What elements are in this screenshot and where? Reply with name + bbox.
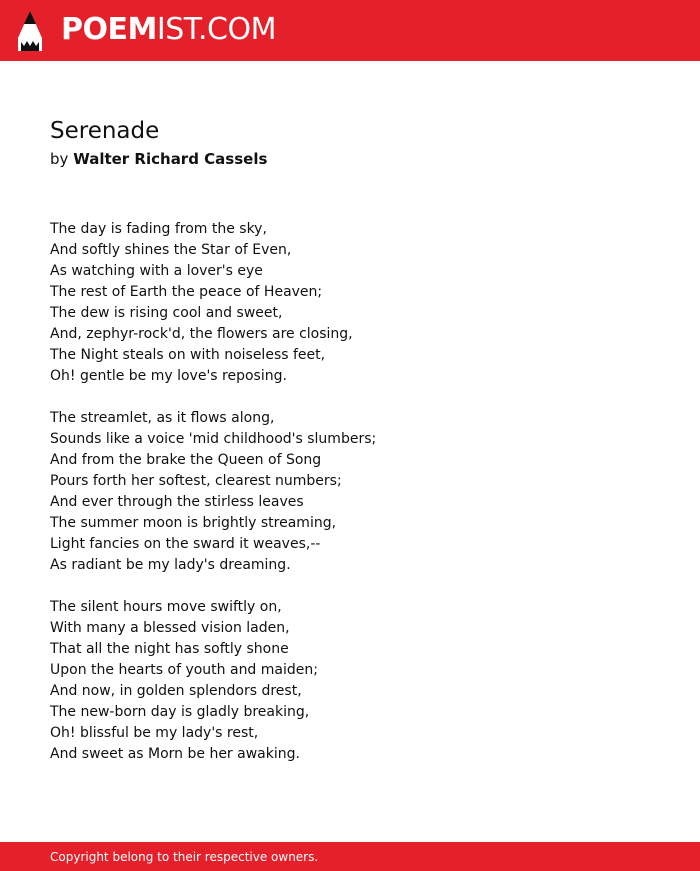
poem-body	[50, 219, 376, 786]
poem-line: Oh! gentle be my love's reposing.	[50, 368, 287, 384]
poem-line: Oh! blissful be my lady's rest,	[50, 725, 259, 741]
stanza-2	[50, 408, 376, 576]
poem-line: Light fancies on the sward it weaves,--	[50, 536, 321, 552]
stanza-3	[50, 597, 376, 765]
poem-line: The day is fading from the sky,	[50, 221, 267, 237]
poem-line: Pours forth her softest, clearest numbers;	[50, 473, 342, 489]
poem-line: And from the brake the Queen of Song	[50, 452, 322, 468]
poem-line: The rest of Earth the peace of Heaven;	[50, 284, 323, 300]
poem-line: And, zephyr-rock'd, the flowers are closing,	[50, 326, 353, 342]
poem-line: The dew is rising cool and sweet,	[50, 305, 283, 321]
author-name: Walter Richard Cassels	[73, 150, 268, 168]
logo-light-text: IST.COM	[156, 12, 276, 47]
pencil-icon	[17, 10, 43, 52]
poem-line: The silent hours move swiftly on,	[50, 599, 282, 615]
site-logo[interactable]	[61, 12, 276, 48]
poem-line: As watching with a lover's eye	[50, 263, 263, 279]
logo-bold-text: POEM	[61, 12, 157, 47]
poem-title: Serenade	[50, 118, 160, 144]
poem-line: The new-born day is gladly breaking,	[50, 704, 310, 720]
poem-line: Upon the hearts of youth and maiden;	[50, 662, 318, 678]
byline	[50, 149, 267, 169]
poem-line: And now, in golden splendors drest,	[50, 683, 302, 699]
poem-line: The streamlet, as it flows along,	[50, 410, 275, 426]
copyright-text: Copyright belong to their respective owners.	[50, 850, 319, 864]
poem-line: The Night steals on with noiseless feet,	[50, 347, 326, 363]
poem-line: That all the night has softly shone	[50, 641, 289, 657]
stanza-1	[50, 219, 376, 387]
by-label: by	[50, 150, 69, 168]
poem-line: As radiant be my lady's dreaming.	[50, 557, 291, 573]
poem-line: And softly shines the Star of Even,	[50, 242, 292, 258]
header-bar	[0, 0, 700, 61]
poem-line: With many a blessed vision laden,	[50, 620, 290, 636]
poem-line: The summer moon is brightly streaming,	[50, 515, 337, 531]
poem-line: And ever through the stirless leaves	[50, 494, 304, 510]
poem-line: And sweet as Morn be her awaking.	[50, 746, 300, 762]
poem-line: Sounds like a voice 'mid childhood's slumbers;	[50, 431, 377, 447]
footer-bar	[0, 842, 700, 871]
